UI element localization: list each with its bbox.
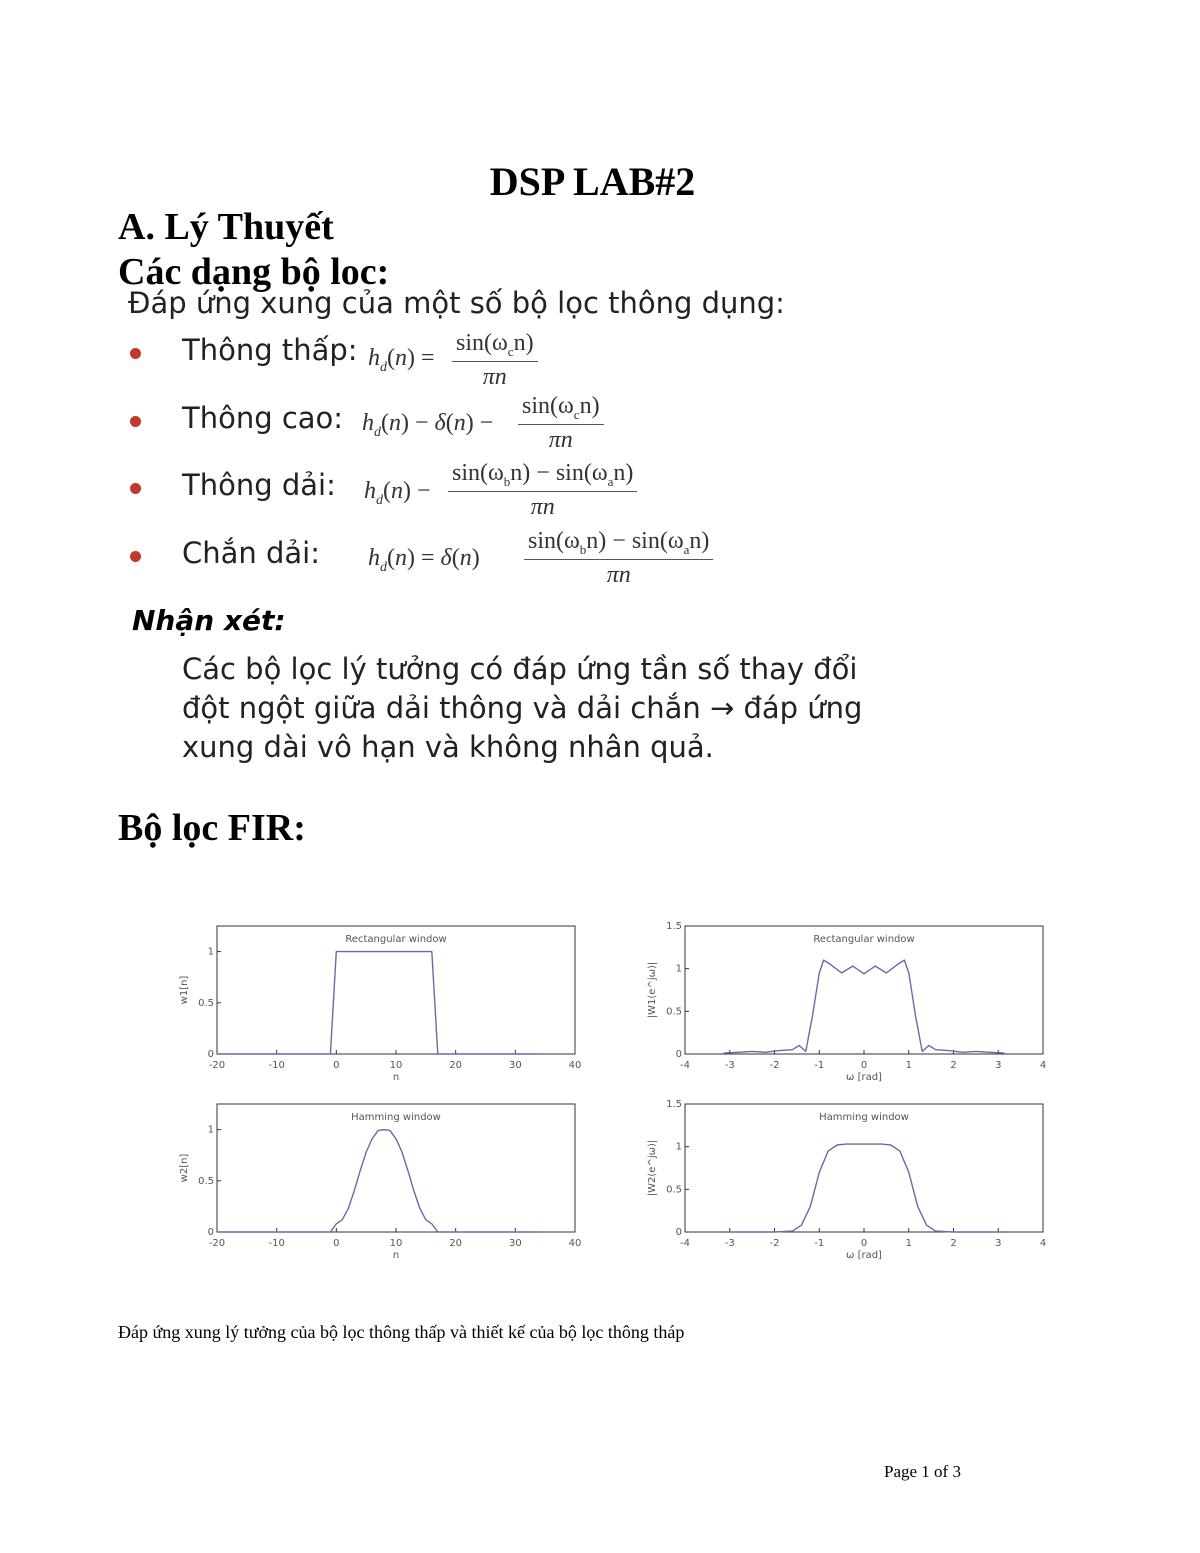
x-axis-label: ω [rad] xyxy=(846,1250,882,1261)
x-tick-label: -10 xyxy=(268,1060,285,1071)
filter-label-highpass: Thông cao: xyxy=(182,401,344,435)
remark-body: Các bộ lọc lý tưởng có đáp ứng tần số thay đổi đột ngột giữa dải thông và dải chắn → đáp ứng xung dài vô hạn và không nhân quả. xyxy=(182,652,863,764)
filter-label-bandpass: Thông dải: xyxy=(182,468,336,502)
x-tick-label: 4 xyxy=(1039,1238,1047,1249)
y-tick-label: 1.5 xyxy=(666,1099,682,1110)
fir-heading: Bộ lọc FIR: xyxy=(118,807,306,849)
x-tick-label: 1 xyxy=(905,1238,912,1249)
bullet-icon xyxy=(130,348,141,359)
y-tick-label: 0.5 xyxy=(198,1175,214,1187)
plot-frame xyxy=(217,1104,575,1232)
x-tick-label: 30 xyxy=(508,1238,522,1249)
plot-frame xyxy=(217,926,575,1054)
y-tick-label: 1 xyxy=(207,1124,214,1136)
y-tick-label: 0 xyxy=(675,1227,682,1238)
y-axis-label: |W2(e^jω)| xyxy=(647,1139,658,1197)
series-line xyxy=(217,952,539,1054)
chart-hamming-window-time xyxy=(172,1092,592,1264)
section-heading-theory: A. Lý Thuyết xyxy=(118,206,334,248)
x-tick-label: -4 xyxy=(680,1238,690,1249)
y-axis-label: w1[n] xyxy=(179,975,190,1005)
y-tick-label: 0 xyxy=(207,1227,214,1238)
y-tick-label: 1 xyxy=(675,963,682,975)
chart-title: Rectangular window xyxy=(813,934,915,945)
x-tick-label: 2 xyxy=(950,1060,957,1071)
y-tick-label: 0 xyxy=(675,1049,682,1060)
y-tick-label: 0.5 xyxy=(666,1006,682,1018)
filter-label-lowpass: Thông thấp: xyxy=(182,333,358,367)
y-axis-label: w2[n] xyxy=(179,1153,190,1183)
x-tick-label: 10 xyxy=(389,1238,403,1249)
chart-title: Hamming window xyxy=(351,1112,441,1123)
y-tick-label: 0 xyxy=(207,1049,214,1060)
x-tick-label: 0 xyxy=(333,1238,340,1249)
x-tick-label: 3 xyxy=(995,1238,1002,1249)
bullet-icon xyxy=(130,483,141,494)
y-tick-label: 1 xyxy=(207,946,214,958)
bullet-icon xyxy=(130,416,141,427)
x-tick-label: 30 xyxy=(508,1060,522,1071)
x-tick-label: -2 xyxy=(769,1238,780,1249)
chart-title: Hamming window xyxy=(819,1112,909,1123)
x-tick-label: 3 xyxy=(995,1060,1002,1071)
x-tick-label: -20 xyxy=(208,1238,226,1249)
x-tick-label: 40 xyxy=(568,1060,582,1071)
x-tick-label: -3 xyxy=(724,1238,735,1249)
x-axis-label: ω [rad] xyxy=(846,1072,882,1083)
figure-caption: Đáp ứng xung lý tưởng của bộ lọc thông thấp và thiết kế của bộ lọc thông tháp xyxy=(118,1322,685,1342)
x-tick-label: -10 xyxy=(268,1238,285,1249)
chart-rectangular-window-time xyxy=(172,914,592,1086)
x-tick-label: 2 xyxy=(950,1238,957,1249)
y-tick-label: 0.5 xyxy=(198,997,214,1009)
x-tick-label: 0 xyxy=(860,1238,868,1249)
x-tick-label: -2 xyxy=(769,1060,780,1071)
x-tick-label: 20 xyxy=(449,1238,463,1249)
remark-title: Nhận xét: xyxy=(132,604,286,637)
x-tick-label: 40 xyxy=(568,1238,582,1249)
x-tick-label: 1 xyxy=(905,1060,912,1071)
filter-types-heading: Các dạng bộ loc: xyxy=(118,251,390,293)
plot-frame xyxy=(685,926,1043,1054)
x-tick-label: -4 xyxy=(680,1060,690,1071)
x-tick-label: -20 xyxy=(208,1060,226,1071)
x-tick-label: -3 xyxy=(724,1060,735,1071)
y-tick-label: 1 xyxy=(675,1141,682,1153)
chart-title: Rectangular window xyxy=(345,934,447,945)
series-line xyxy=(724,960,1005,1053)
bullet-icon xyxy=(130,551,141,562)
x-tick-label: -1 xyxy=(814,1060,825,1071)
series-line xyxy=(217,1130,539,1232)
y-axis-label: |W1(e^jω)| xyxy=(647,961,658,1019)
y-tick-label: 0.5 xyxy=(666,1184,682,1196)
filter-label-bandstop: Chắn dải: xyxy=(182,536,321,570)
x-tick-label: 4 xyxy=(1039,1060,1047,1071)
page-number: Page 1 of 3 xyxy=(884,1462,961,1481)
x-axis-label: n xyxy=(392,1250,400,1261)
plot-frame xyxy=(685,1104,1043,1232)
x-tick-label: 10 xyxy=(389,1060,403,1071)
chart-hamming-window-frequency xyxy=(640,1092,1060,1264)
x-tick-label: -1 xyxy=(814,1238,825,1249)
chart-rectangular-window-frequency xyxy=(640,914,1060,1086)
x-axis-label: n xyxy=(392,1072,400,1083)
series-line xyxy=(724,1144,1005,1232)
x-tick-label: 20 xyxy=(449,1060,463,1071)
x-tick-label: 0 xyxy=(860,1060,868,1071)
document-title: DSP LAB#2 xyxy=(489,159,696,204)
impulse-response-intro: Đáp ứng xung của một số bộ lọc thông dụng: xyxy=(128,286,785,320)
x-tick-label: 0 xyxy=(333,1060,340,1071)
y-tick-label: 1.5 xyxy=(666,921,682,932)
